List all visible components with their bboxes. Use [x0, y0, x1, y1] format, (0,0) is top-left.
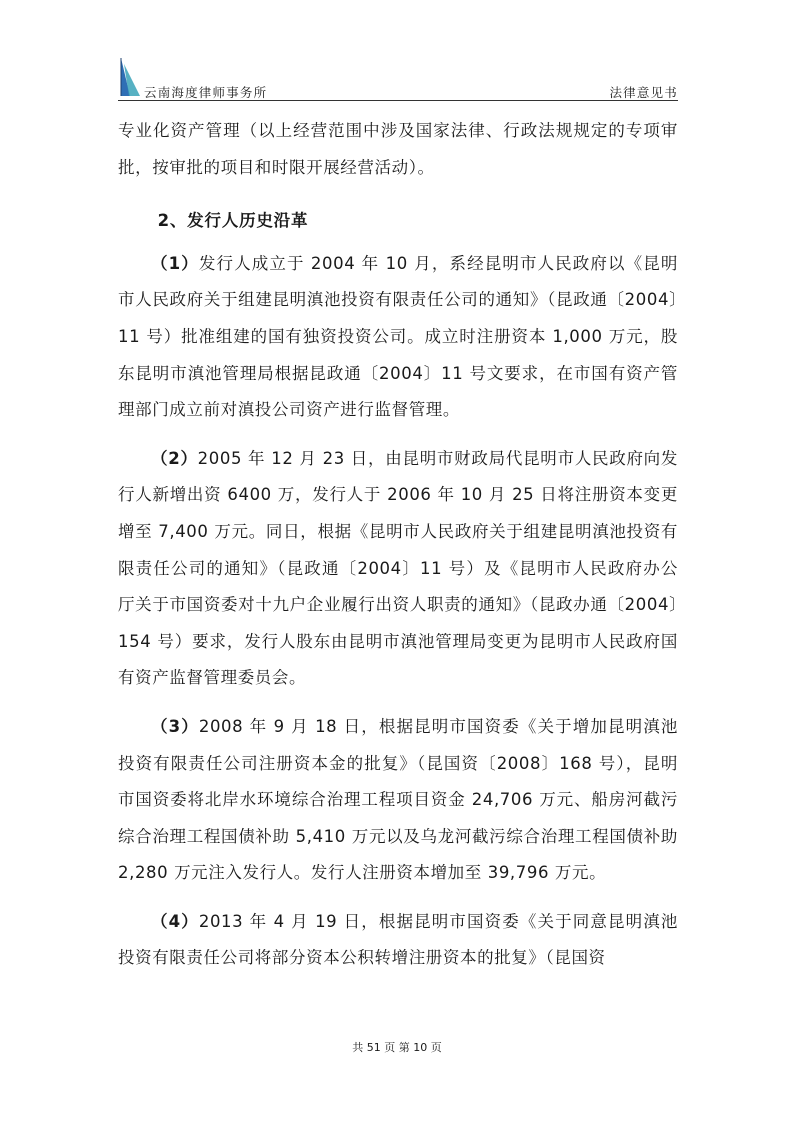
paragraph-history-4: [118, 904, 678, 977]
item-number: （3）: [151, 716, 199, 736]
page-footer: 共 51 页 第 10 页: [352, 1041, 442, 1054]
item-number: （1）: [151, 253, 199, 273]
item-number: （4）: [151, 911, 199, 931]
paragraph-business-scope: 专业化资产管理（以上经营范围中涉及国家法律、行政法规规定的专项审批，按审批的项目和时限开展经营活动）。: [118, 121, 678, 177]
section-heading: 2、发行人历史沿革: [157, 211, 309, 231]
paragraph-text: 2013 年 4 月 19 日，根据昆明市国资委《关于同意昆明滇池投资有限责任公司将部分资本公积转增注册资本的批复》（昆国资: [118, 911, 678, 968]
item-number: （2）: [151, 448, 198, 468]
paragraph-text: 发行人成立于 2004 年 10 月，系经昆明市人民政府以《昆明市人民政府关于组建昆明滇池投资有限责任公司的通知》（昆政通〔2004〕11 号）批准组建的国有独资投资公司。成立时注册资本 1,000 万元，股东昆明市滇池管理局根据昆政通〔2004〕11 号文要求，在市国有资产管理部门成立前对滇投公司资产进行监督管理。: [118, 253, 678, 420]
paragraph-text: 2008 年 9 月 18 日，根据昆明市国资委《关于增加昆明滇池投资有限责任公司注册资本金的批复》（昆国资〔2008〕168 号），昆明市国资委将北岸水环境综合治理工程项目资金 24,706 万元、船房河截污综合治理工程国债补助 5,410 万元以及乌龙河截污综合治理工程国债补助 2,280 万元注入发行人。发行人注册资本增加至 39,796 万元。: [118, 716, 678, 883]
header-divider: [118, 100, 678, 101]
paragraph-history-3: [118, 709, 678, 892]
document-body: [118, 113, 678, 977]
paragraph-history-2: [118, 441, 678, 697]
page-header: [118, 54, 678, 100]
document-type: 法律意见书: [609, 85, 678, 100]
paragraph-text: 2005 年 12 月 23 日，由昆明市财政局代昆明市人民政府向发行人新增出资 6400 万，发行人于 2006 年 10 月 25 日将注册资本变更增至 7,400 万元。同日，根据《昆明市人民政府关于组建昆明滇池投资有限责任公司的通知》（昆政通〔2004〕11 号）及《昆明市人民政府办公厅关于市国资委对十九户企业履行出资人职责的通知》（昆政办通〔2004〕154 号）要求，发行人股东由昆明市滇池管理局变更为昆明市人民政府国有资产监督管理委员会。: [118, 448, 679, 688]
firm-logo-sail-icon: [118, 56, 144, 98]
paragraph-history-1: [118, 246, 678, 429]
firm-name: 云南海度律师事务所: [144, 85, 268, 100]
